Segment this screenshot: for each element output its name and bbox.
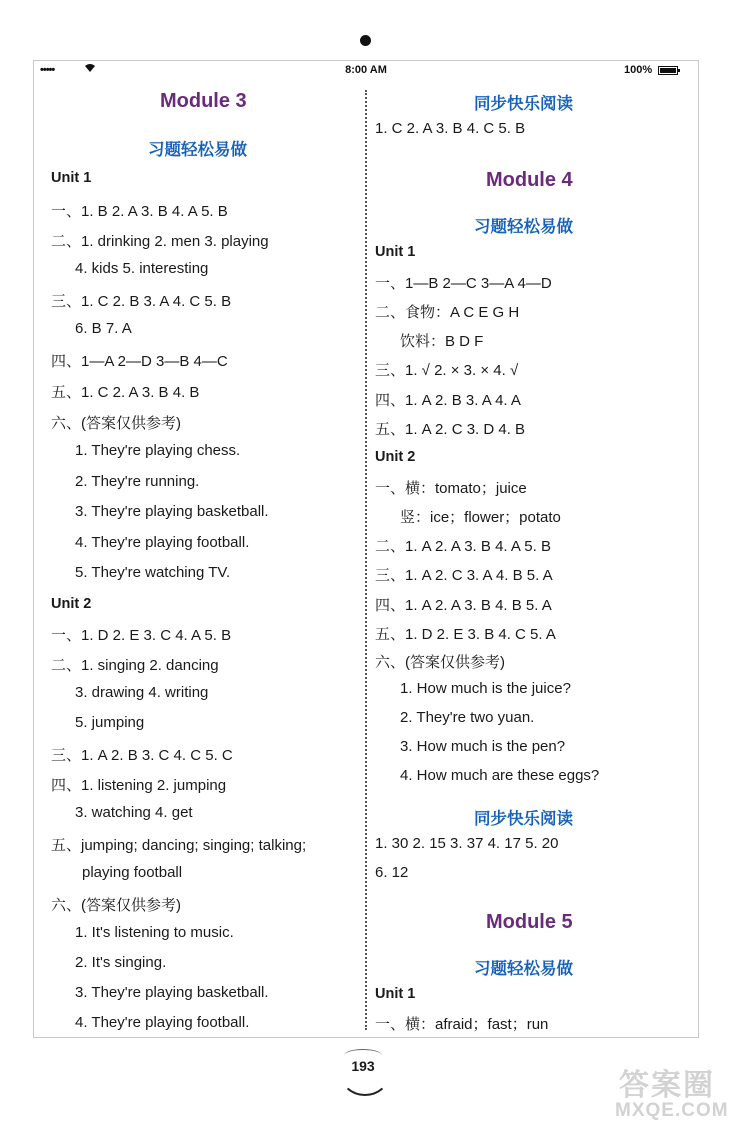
answer-line: 2. They're two yuan. bbox=[400, 709, 535, 726]
answer-line: playing football bbox=[82, 864, 183, 881]
module-3-title: Module 3 bbox=[160, 90, 247, 112]
unit-1-heading: Unit 1 bbox=[51, 170, 92, 186]
watermark bbox=[615, 1060, 745, 1125]
status-time: 8:00 AM bbox=[345, 64, 387, 76]
answer-line: 饮料：B D F bbox=[400, 333, 484, 350]
answer-line: 三、1. √ 2. × 3. × 4. √ bbox=[375, 362, 519, 379]
answer-line: 3. They're playing basketball. bbox=[75, 984, 269, 1001]
answer-line: 二、食物：A C E G H bbox=[375, 304, 520, 321]
unit-2-heading: Unit 2 bbox=[51, 596, 92, 612]
answer-line: 四、1. listening 2. jumping bbox=[51, 777, 227, 794]
exercise-section-title: 习题轻松易做 bbox=[474, 960, 573, 978]
answer-line: 三、1. A 2. C 3. A 4. B 5. A bbox=[375, 567, 553, 584]
exercise-section-title: 习题轻松易做 bbox=[148, 141, 247, 159]
unit-1-heading: Unit 1 bbox=[375, 244, 416, 260]
answer-line: 1. It's listening to music. bbox=[75, 924, 234, 941]
answer-line: 一、横：afraid；fast；run bbox=[375, 1016, 549, 1033]
answer-line: 三、1. A 2. B 3. C 4. C 5. C bbox=[51, 747, 233, 764]
answer-line: 四、1. A 2. B 3. A 4. A bbox=[375, 392, 521, 409]
battery-percent: 100% bbox=[624, 64, 653, 76]
answer-line: 6. 12 bbox=[375, 864, 409, 881]
answer-line: 一、1. D 2. E 3. C 4. A 5. B bbox=[51, 627, 232, 644]
answer-line: 四、1. A 2. A 3. B 4. B 5. A bbox=[375, 597, 552, 614]
answer-line: 3. How much is the pen? bbox=[400, 738, 566, 755]
answer-line: 五、jumping; dancing; singing; talking; bbox=[51, 837, 307, 854]
answer-line: 3. drawing 4. writing bbox=[75, 684, 209, 701]
reading-section-title: 同步快乐阅读 bbox=[474, 810, 573, 828]
answer-line: 5. They're watching TV. bbox=[75, 564, 231, 581]
answer-line: 4. They're playing football. bbox=[75, 1014, 250, 1031]
signal-icon: ••••• bbox=[40, 64, 55, 76]
top-dot bbox=[360, 35, 371, 46]
answer-line: 3. They're playing basketball. bbox=[75, 503, 269, 520]
answer-line: 六、(答案仅供参考) bbox=[51, 415, 181, 432]
answer-line: 1. How much is the juice? bbox=[400, 680, 571, 697]
module-5-title: Module 5 bbox=[486, 911, 573, 933]
answer-line: 竖：ice；flower；potato bbox=[400, 509, 561, 526]
answer-line: 4. They're playing football. bbox=[75, 534, 250, 551]
answer-line: 4. How much are these eggs? bbox=[400, 767, 600, 784]
answer-line: 1. They're playing chess. bbox=[75, 442, 241, 459]
status-bar bbox=[34, 62, 698, 80]
answer-line: 六、(答案仅供参考) bbox=[375, 654, 505, 671]
answer-line: 五、1. C 2. A 3. B 4. B bbox=[51, 384, 200, 401]
answer-line: 五、1. A 2. C 3. D 4. B bbox=[375, 421, 526, 438]
column-divider bbox=[365, 90, 367, 1030]
module-4-title: Module 4 bbox=[486, 169, 573, 191]
answer-line: 5. jumping bbox=[75, 714, 145, 731]
answer-line: 6. B 7. A bbox=[75, 320, 132, 337]
answer-line: 二、1. A 2. A 3. B 4. A 5. B bbox=[375, 538, 551, 555]
answer-line: 一、1. B 2. A 3. B 4. A 5. B bbox=[51, 203, 228, 220]
answer-line: 一、横：tomato；juice bbox=[375, 480, 527, 497]
answer-line: 1. 30 2. 15 3. 37 4. 17 5. 20 bbox=[375, 835, 559, 852]
answer-line: 4. kids 5. interesting bbox=[75, 260, 209, 277]
watermark-cn: 答案圈 bbox=[619, 1069, 715, 1102]
answer-line: 五、1. D 2. E 3. B 4. C 5. A bbox=[375, 626, 556, 643]
answer-line: 一、1—B 2—C 3—A 4—D bbox=[375, 275, 552, 292]
answer-line: 1. C 2. A 3. B 4. C 5. B bbox=[375, 120, 526, 137]
exercise-section-title: 习题轻松易做 bbox=[474, 218, 573, 236]
answer-line: 二、1. singing 2. dancing bbox=[51, 657, 219, 674]
answer-line: 二、1. drinking 2. men 3. playing bbox=[51, 233, 269, 250]
page-number: 193 bbox=[351, 1058, 375, 1074]
answer-line: 四、1—A 2—D 3—B 4—C bbox=[51, 353, 228, 370]
reading-section-title: 同步快乐阅读 bbox=[474, 95, 573, 113]
answer-line: 2. It's singing. bbox=[75, 954, 167, 971]
answer-line: 3. watching 4. get bbox=[75, 804, 193, 821]
battery-icon bbox=[658, 66, 678, 75]
watermark-url: MXQE.COM bbox=[615, 1100, 729, 1121]
unit-2-heading: Unit 2 bbox=[375, 449, 416, 465]
unit-1-heading: Unit 1 bbox=[375, 986, 416, 1002]
answer-line: 2. They're running. bbox=[75, 473, 200, 490]
answer-line: 三、1. C 2. B 3. A 4. C 5. B bbox=[51, 293, 232, 310]
answer-line: 六、(答案仅供参考) bbox=[51, 897, 181, 914]
